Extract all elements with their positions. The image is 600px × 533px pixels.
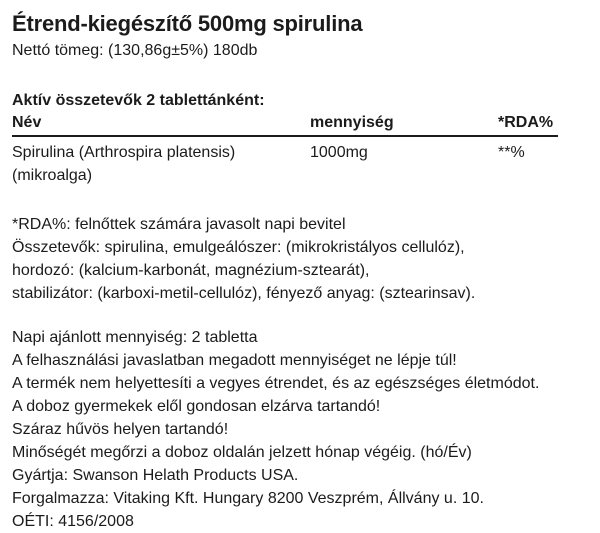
manufacturer-line: Gyártja: Swanson Helath Products USA. <box>12 467 299 484</box>
usage-paragraph <box>12 326 558 441</box>
composition-line-1: Összetevők: spirulina, emulgeálószer: (mikrokristályos cellulóz), <box>12 239 465 256</box>
table-row <box>12 137 558 187</box>
ingredients-table-header-row <box>12 112 558 137</box>
net-weight-text: Nettó tömeg: (130,86g±5%) 180db <box>12 42 258 59</box>
registration-number-line: OÉTI: 4156/2008 <box>12 513 134 530</box>
quality-note-line: Minőségét megőrzi a doboz oldalán jelzett hónap végéig. (hó/Év) <box>12 444 472 461</box>
usage-line-5: Száraz hűvös helyen tartandó! <box>12 421 229 438</box>
header-name: Név <box>12 114 42 131</box>
usage-line-4: A doboz gyermekek elől gondosan elzárva tartandó! <box>12 398 381 415</box>
product-title: Étrend-kiegészítő 500mg spirulina <box>12 11 363 36</box>
header-rda: *RDA% <box>498 114 554 131</box>
composition-line-3: stabilizátor: (karboxi-metil-cellulóz), fényező anyag: (sztearinsav). <box>12 285 476 302</box>
usage-line-2: A felhasználási javaslatban megadott mennyiséget ne lépje túl! <box>12 352 457 369</box>
ingredient-name-line1: Spirulina (Arthrospira platensis) <box>12 144 236 161</box>
header-amount: mennyiség <box>310 114 394 131</box>
active-ingredients-caption: Aktív összetevők 2 tablettánként: <box>12 92 265 109</box>
composition-paragraph <box>12 213 558 305</box>
ingredient-name-cell <box>12 141 310 187</box>
composition-line-2: hordozó: (kalcium-karbonát, magnézium-sztearát), <box>12 262 370 279</box>
rda-note-line: *RDA%: felnőttek számára javasolt napi bevitel <box>12 216 346 233</box>
ingredient-amount-cell: 1000mg <box>310 144 368 161</box>
manufacturer-paragraph <box>12 441 558 533</box>
distributor-line: Forgalmazza: Vitaking Kft. Hungary 8200 Veszprém, Állvány u. 10. <box>12 490 484 507</box>
ingredients-table <box>12 112 558 187</box>
usage-line-3: A termék nem helyettesíti a vegyes étrendet, és az egészséges életmódot. <box>12 375 540 392</box>
ingredient-name-line2: (mikroalga) <box>12 167 93 184</box>
ingredient-rda-cell: **% <box>498 144 525 161</box>
usage-line-1: Napi ajánlott mennyiség: 2 tabletta <box>12 329 258 346</box>
